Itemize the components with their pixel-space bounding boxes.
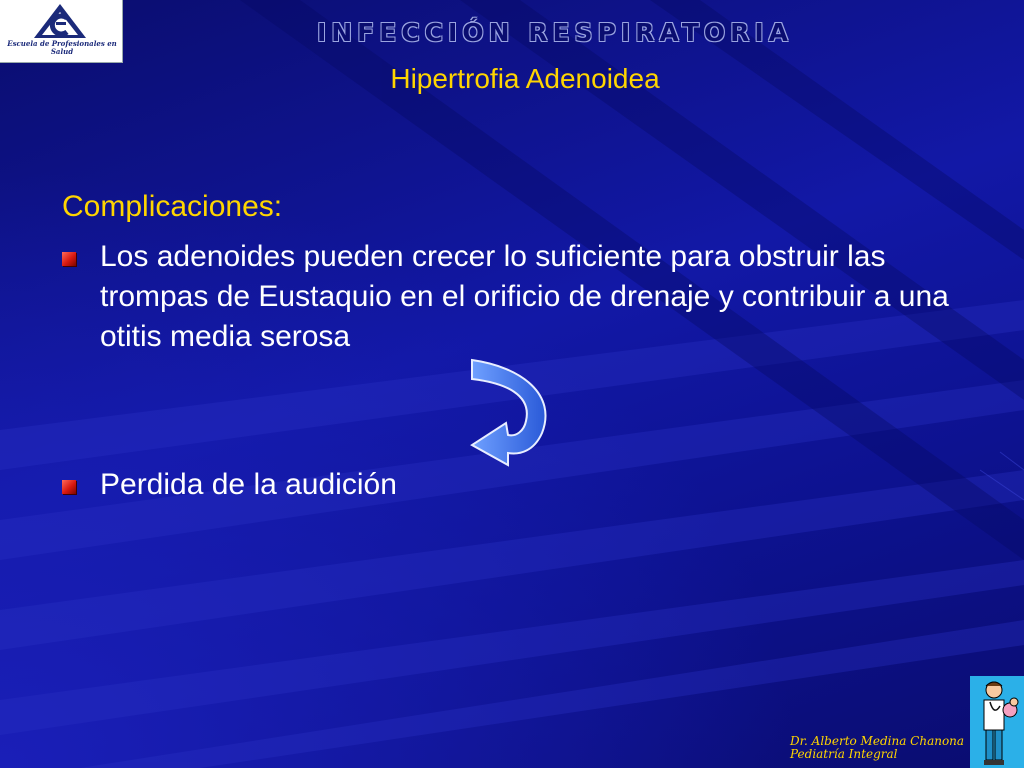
slide-title: INFECCIÓN RESPIRATORIA [316, 18, 794, 47]
complications-heading: Complicaciones: [62, 190, 283, 223]
bullet-square-icon [62, 252, 76, 266]
school-logo-text: Escuela de Profesionales en Salud [7, 39, 117, 56]
school-logo [0, 0, 123, 63]
author-specialty: Pediatría Integral [790, 747, 898, 761]
doctor-clipart [970, 676, 1024, 768]
slide-subtitle: Hipertrofia Adenoidea [390, 63, 660, 94]
curved-arrow-icon [462, 355, 552, 480]
doctor-clipart-icon [970, 676, 1024, 768]
author-name: Dr. Alberto Medina Chanona [790, 734, 965, 748]
author-credit [790, 735, 970, 761]
bullet-square-icon [62, 480, 76, 494]
bullet-text: Perdida de la audición [100, 468, 397, 501]
bullet-text: Los adenoides pueden crecer lo suficiente para obstruir las trompas de Eustaquio en el orificio de drenaje y contribuir a una otitis media serosa [100, 240, 949, 353]
school-logo-icon [30, 2, 90, 40]
